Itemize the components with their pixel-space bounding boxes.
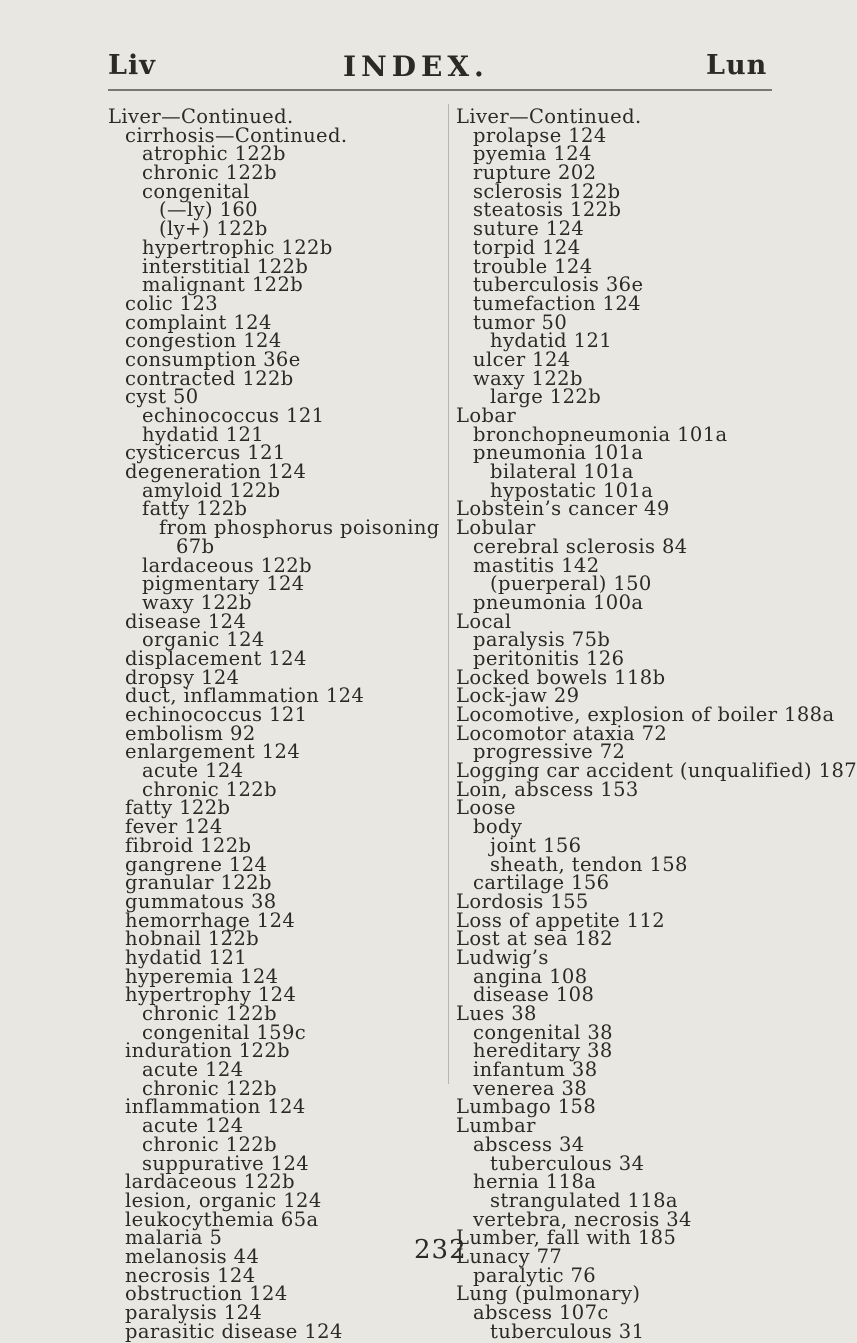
- index-entry: from phosphorus poisoning: [159, 516, 440, 540]
- index-entry: induration 122b: [125, 1039, 291, 1063]
- index-entry: hypostatic 101a: [490, 478, 654, 502]
- index-entry: displacement 124: [125, 646, 307, 670]
- index-entry: disease 108: [473, 983, 595, 1007]
- index-entry: bilateral 101a: [490, 460, 634, 484]
- index-entry: chronic 122b: [142, 1132, 277, 1156]
- index-entry: Lost at sea 182: [456, 927, 613, 951]
- index-entry: paralysis 75b: [473, 628, 611, 652]
- column-divider: [448, 104, 449, 1084]
- index-entry: rupture 202: [473, 161, 597, 185]
- index-entry: suture 124: [473, 217, 585, 241]
- index-entry: parasitic disease 124: [125, 1319, 343, 1343]
- index-entry: atrophic 122b: [142, 142, 286, 166]
- index-entry: angina 108: [473, 964, 588, 988]
- index-entry: necrosis 124: [125, 1263, 256, 1287]
- index-entry: (ly+) 122b: [159, 217, 268, 241]
- index-entry: echinococcus 121: [142, 404, 325, 427]
- index-entry: Liver—Continued.: [108, 105, 294, 128]
- index-entry: granular 122b: [125, 871, 272, 895]
- index-entry: Loin, abscess 153: [456, 777, 639, 801]
- index-entry: hydatid 121: [142, 422, 265, 446]
- index-entry: fatty 122b: [125, 796, 231, 820]
- index-entry: degeneration 124: [125, 460, 307, 484]
- index-entry: Lumbar: [456, 1114, 536, 1138]
- index-entry: Logging car accident (unqualified) 187: [456, 759, 857, 783]
- index-entry: chronic 122b: [142, 777, 277, 801]
- index-entry: tuberculous 34: [490, 1151, 645, 1175]
- index-entry: cerebral sclerosis 84: [473, 534, 688, 558]
- index-entry: Lues 38: [456, 1002, 537, 1025]
- index-column-left: [108, 105, 446, 1343]
- index-entry: fibroid 122b: [125, 833, 252, 857]
- index-entry: congestion 124: [125, 329, 282, 353]
- index-entry: hypertrophic 122b: [142, 235, 333, 259]
- index-entry: acute 124: [142, 1114, 244, 1138]
- index-entry: steatosis 122b: [473, 198, 622, 222]
- index-entry: duct, inflammation 124: [125, 684, 365, 708]
- index-entry: Loose: [456, 796, 516, 820]
- index-entry: venerea 38: [473, 1076, 588, 1100]
- index-entry: pyemia 124: [473, 142, 592, 166]
- index-entry: Loss of appetite 112: [456, 908, 666, 932]
- index-entry: fatty 122b: [142, 497, 248, 521]
- index-entry: Locomotor ataxia 72: [456, 721, 668, 745]
- index-entry: ulcer 124: [473, 347, 571, 371]
- index-entry: Locked bowels 118b: [456, 665, 666, 689]
- running-header: [0, 50, 801, 90]
- index-entry: cyst 50: [125, 385, 199, 409]
- index-entry: Lunacy 77: [456, 1244, 563, 1268]
- index-entry: hemorrhage 124: [125, 908, 296, 932]
- index-entry: melanosis 44: [125, 1244, 260, 1268]
- index-entry: Liver—Continued.: [456, 105, 642, 128]
- index-entry: trouble 124: [473, 254, 593, 278]
- index-entry: abscess 107c: [473, 1301, 609, 1324]
- index-entry: malaria 5: [125, 1226, 223, 1250]
- index-entry: peritonitis 126: [473, 646, 625, 670]
- index-entry: gangrene 124: [125, 852, 268, 876]
- index-entry: Lumber, fall with 185: [456, 1226, 677, 1250]
- index-entry: vertebra, necrosis 34: [473, 1207, 692, 1231]
- index-entry: Locomotive, explosion of boiler 188a: [456, 703, 835, 726]
- index-entry: sclerosis 122b: [473, 179, 621, 203]
- index-entry: congenital 159c: [142, 1020, 307, 1044]
- index-entry: Lung (pulmonary): [456, 1282, 641, 1306]
- index-entry: chronic 122b: [142, 1002, 277, 1025]
- index-entry: bronchopneumonia 101a: [473, 422, 728, 446]
- index-entry: acute 124: [142, 1058, 244, 1082]
- index-entry: 67b: [176, 534, 215, 558]
- index-entry: lardaceous 122b: [125, 1170, 295, 1194]
- index-entry: body: [473, 815, 523, 839]
- index-entry: Lumbago 158: [456, 1095, 597, 1119]
- header-rule: [108, 89, 772, 91]
- index-entry: hydatid 121: [490, 329, 613, 353]
- index-entry: hobnail 122b: [125, 927, 260, 951]
- index-entry: pigmentary 124: [142, 572, 305, 596]
- index-entry: paralytic 76: [473, 1263, 597, 1287]
- index-entry: large 122b: [490, 385, 602, 409]
- index-entry: tuberculosis 36e: [473, 273, 644, 297]
- index-entry: malignant 122b: [142, 273, 304, 297]
- index-entry: Lobar: [456, 404, 517, 427]
- index-entry: chronic 122b: [142, 161, 277, 185]
- index-entry: inflammation 124: [125, 1095, 306, 1119]
- index-entry: dropsy 124: [125, 665, 240, 689]
- index-entry: (puerperal) 150: [490, 572, 652, 596]
- index-entry: congenital: [142, 179, 250, 203]
- index-entry: Lobular: [456, 516, 536, 540]
- index-entry: cysticercus 121: [125, 441, 286, 465]
- index-entry: echinococcus 121: [125, 703, 308, 726]
- left-guide-word: Liv: [108, 50, 156, 81]
- index-entry: acute 124: [142, 759, 244, 783]
- index-entry: amyloid 122b: [142, 478, 281, 502]
- index-entry: progressive 72: [473, 740, 626, 764]
- index-entry: organic 124: [142, 628, 265, 652]
- index-entry: congenital 38: [473, 1020, 613, 1044]
- index-entry: Lordosis 155: [456, 889, 589, 913]
- index-entry: Local: [456, 609, 512, 633]
- index-entry: Lobstein’s cancer 49: [456, 497, 670, 521]
- index-entry: obstruction 124: [125, 1282, 288, 1306]
- index-entry: hypertrophy 124: [125, 983, 297, 1007]
- index-entry: suppurative 124: [142, 1151, 310, 1175]
- index-entry: cirrhosis—Continued.: [125, 123, 348, 147]
- right-guide-word: Lun: [706, 50, 768, 81]
- index-entry: abscess 34: [473, 1132, 585, 1156]
- index-entry: sheath, tendon 158: [490, 852, 688, 876]
- index-entry: gummatous 38: [125, 889, 277, 913]
- index-entry: strangulated 118a: [490, 1188, 678, 1212]
- index-entry: interstitial 122b: [142, 254, 309, 278]
- index-entry: infantum 38: [473, 1058, 598, 1082]
- index-column-right: [456, 105, 857, 1343]
- index-entry: chronic 122b: [142, 1076, 277, 1100]
- index-entry: fever 124: [125, 815, 223, 839]
- index-entry: lardaceous 122b: [142, 553, 312, 577]
- index-entry: tumefaction 124: [473, 291, 641, 315]
- index-entry: waxy 122b: [142, 590, 252, 614]
- index-entry: prolapse 124: [473, 123, 607, 147]
- index-entry: torpid 124: [473, 235, 581, 259]
- index-entry: hydatid 121: [125, 945, 248, 969]
- index-entry: complaint 124: [125, 310, 272, 334]
- index-entry: pneumonia 100a: [473, 590, 644, 614]
- index-entry: consumption 36e: [125, 347, 301, 371]
- index-entry: lesion, organic 124: [125, 1188, 322, 1212]
- index-entry: colic 123: [125, 291, 219, 315]
- index-entry: leukocythemia 65a: [125, 1207, 319, 1231]
- index-entry: (—ly) 160: [159, 198, 258, 222]
- index-entry: tumor 50: [473, 310, 568, 334]
- index-entry: hereditary 38: [473, 1039, 613, 1063]
- index-entry: pneumonia 101a: [473, 441, 644, 465]
- index-entry: disease 124: [125, 609, 247, 633]
- page-title: INDEX.: [343, 50, 489, 83]
- index-entry: joint 156: [490, 833, 582, 857]
- index-entry: hyperemia 124: [125, 964, 279, 988]
- index-entry: Lock-jaw 29: [456, 684, 580, 708]
- index-entry: waxy 122b: [473, 366, 583, 390]
- page-number: 232: [414, 1235, 467, 1265]
- index-entry: tuberculous 31: [490, 1319, 645, 1343]
- index-entry: cartilage 156: [473, 871, 610, 895]
- index-entry: hernia 118a: [473, 1170, 597, 1194]
- index-entry: contracted 122b: [125, 366, 294, 390]
- index-entry: mastitis 142: [473, 553, 600, 577]
- index-entry: embolism 92: [125, 721, 256, 745]
- index-entry: enlargement 124: [125, 740, 301, 764]
- index-entry: Ludwig’s: [456, 945, 549, 969]
- index-entry: paralysis 124: [125, 1301, 263, 1324]
